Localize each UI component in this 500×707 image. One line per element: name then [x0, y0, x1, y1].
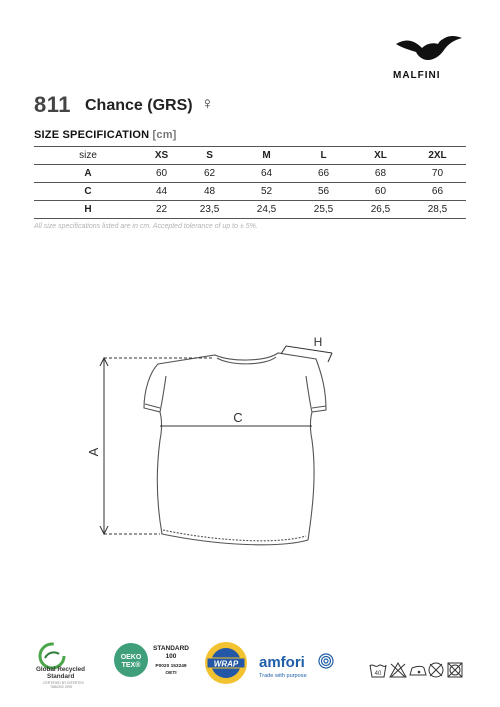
- table-cell: 25,5: [313, 204, 334, 215]
- amfori-symbol-icon: [319, 654, 333, 668]
- tshirt-outline: [144, 353, 326, 545]
- grs-line2: Standard: [47, 673, 75, 680]
- oeko-code-line2: OETI: [165, 671, 177, 676]
- size-spec-unit: [cm]: [152, 129, 177, 141]
- table-cell: 52: [260, 186, 273, 197]
- table-cell: 64: [260, 168, 273, 179]
- table-cell: 68: [374, 168, 387, 179]
- table-cell: 28,5: [427, 204, 448, 215]
- wrap-certification-logo-icon: [203, 640, 249, 686]
- table-cell: 60: [155, 168, 168, 179]
- size-header-2xl: 2XL: [428, 150, 447, 161]
- do-not-dry-clean-icon: [429, 663, 443, 677]
- table-cell: 66: [317, 168, 330, 179]
- oeko-standard-line2: 100: [165, 653, 177, 660]
- brand-name: MALFINI: [393, 70, 441, 81]
- tshirt-measurement-diagram: [80, 320, 380, 560]
- table-cell: 24,5: [256, 204, 277, 215]
- wrap-label: WRAP: [213, 659, 239, 669]
- table-cell: 62: [203, 168, 216, 179]
- table-cell: 56: [317, 186, 330, 197]
- measure-line-a: [100, 358, 212, 534]
- row-label: A: [84, 168, 92, 179]
- amfori-logo-icon: [258, 650, 340, 682]
- size-spec-title: [34, 129, 177, 141]
- table-header-row: [34, 147, 466, 165]
- oeko-badge-line2: TEX®: [121, 662, 141, 669]
- table-cell: 44: [155, 186, 168, 197]
- size-header-xs: XS: [154, 150, 169, 161]
- table-row: [34, 183, 466, 201]
- grs-fine2: TAB0202 GRS: [50, 685, 73, 689]
- amfori-tagline: Trade with purpose: [259, 673, 307, 679]
- size-header-s: S: [206, 150, 213, 161]
- do-not-bleach-icon: [390, 663, 406, 677]
- oeko-code-line1: P0020 153249: [155, 664, 187, 669]
- care-symbols: [368, 660, 468, 680]
- tolerance-note: All size specifications listed are in cm. Accepted tolerance of up to ± 5%.: [34, 223, 258, 230]
- do-not-tumble-dry-icon: [448, 663, 462, 677]
- oeko-tex-logo-icon: [113, 640, 203, 682]
- size-header-xl: XL: [374, 150, 387, 161]
- table-cell: 22: [155, 204, 168, 215]
- oeko-standard-line1: STANDARD: [153, 645, 189, 652]
- header-size-label: size: [79, 150, 97, 161]
- measure-line-h: [281, 346, 332, 362]
- table-cell: 60: [374, 186, 387, 197]
- table-cell: 23,5: [199, 204, 220, 215]
- size-table: [34, 146, 466, 219]
- row-label: H: [84, 204, 92, 215]
- measure-label-c: C: [233, 410, 243, 425]
- size-header-m: M: [262, 150, 271, 161]
- female-symbol-icon: ♀: [201, 94, 214, 113]
- grs-line1: Global Recycled: [36, 666, 85, 673]
- oeko-badge-line1: OEKO: [120, 654, 142, 661]
- wash-temperature: 40: [374, 671, 382, 677]
- measure-label-a: A: [86, 447, 101, 457]
- product-name: Chance (GRS): [85, 97, 193, 114]
- table-cell: 26,5: [370, 204, 391, 215]
- wash-40-icon: [370, 665, 386, 677]
- table-row: [34, 201, 466, 219]
- row-label: C: [84, 186, 92, 197]
- table-row: [34, 165, 466, 183]
- table-cell: 66: [431, 186, 444, 197]
- size-header-l: L: [320, 150, 327, 161]
- measure-label-h: H: [313, 335, 323, 349]
- global-recycled-standard-logo-icon: [33, 640, 111, 690]
- grs-fine1: CERTIFIED BY INTERTEK: [43, 681, 84, 685]
- iron-low-icon: [410, 666, 426, 675]
- table-cell: 48: [203, 186, 216, 197]
- size-spec-title-text: SIZE SPECIFICATION: [34, 129, 150, 141]
- product-code: 811: [34, 92, 71, 117]
- amfori-name: amfori: [259, 654, 305, 671]
- table-cell: 70: [431, 168, 444, 179]
